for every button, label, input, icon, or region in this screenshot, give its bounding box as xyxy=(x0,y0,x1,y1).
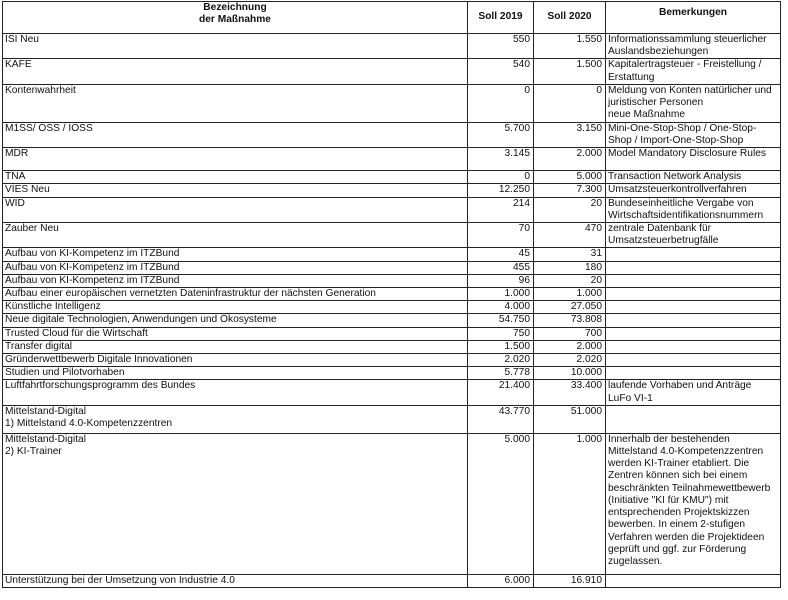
soll-2019-cell: 12.250 xyxy=(468,184,534,197)
remarks-line: (Initiative "KI für KMU") mit xyxy=(608,494,729,506)
header-soll-2019: Soll 2019 xyxy=(468,2,534,34)
table-row xyxy=(3,223,781,248)
remarks-line: Transaction Network Analysis xyxy=(608,171,742,183)
measure-name-line: Gründerwettbewerb Digitale Innovationen xyxy=(5,354,193,366)
table-row xyxy=(3,248,781,261)
table-row xyxy=(3,274,781,287)
budget-table xyxy=(2,1,781,588)
soll-2019-cell: 6.000 xyxy=(468,574,534,587)
soll-2019-cell: 45 xyxy=(468,248,534,261)
remarks-line: Verfahren werden die Projektideen xyxy=(608,531,765,543)
soll-2020-cell: 73.808 xyxy=(534,314,606,327)
soll-2020-cell: 1.000 xyxy=(534,288,606,301)
measure-cell xyxy=(3,122,468,147)
measure-cell xyxy=(3,59,468,84)
soll-2019-cell: 3.145 xyxy=(468,148,534,171)
table-row xyxy=(3,327,781,340)
header-row xyxy=(3,2,781,34)
remarks-line: juristischer Personen xyxy=(608,97,704,109)
measure-cell xyxy=(3,288,468,301)
measure-cell xyxy=(3,148,468,171)
soll-2019-cell: 550 xyxy=(468,34,534,59)
remarks-line: Erstattung xyxy=(608,71,655,83)
soll-2020-cell: 2.000 xyxy=(534,340,606,353)
measure-name-line: Transfer digital xyxy=(5,340,72,352)
table-row xyxy=(3,574,781,587)
measure-name-line: Trusted Cloud für die Wirtschaft xyxy=(5,327,148,339)
soll-2019-cell: 1.000 xyxy=(468,288,534,301)
header-remarks: Bemerkungen xyxy=(606,2,781,34)
soll-2019-cell: 0 xyxy=(468,171,534,184)
measure-cell xyxy=(3,223,468,248)
soll-2020-cell: 33.400 xyxy=(534,380,606,405)
soll-2019-cell: 5.778 xyxy=(468,367,534,380)
remarks-cell xyxy=(606,274,781,287)
measure-name-line: Kontenwahrheit xyxy=(5,84,76,96)
measure-cell xyxy=(3,301,468,314)
soll-2020-cell: 16.910 xyxy=(534,574,606,587)
soll-2019-cell: 96 xyxy=(468,274,534,287)
soll-2019-cell: 455 xyxy=(468,261,534,274)
measure-cell xyxy=(3,340,468,353)
measure-cell xyxy=(3,197,468,222)
measure-name-line: 2) KI-Trainer xyxy=(5,446,62,458)
table-row xyxy=(3,261,781,274)
remarks-line: Umsatzsteuerbetrugfälle xyxy=(608,235,719,247)
measure-name-line: M1SS/ OSS / IOSS xyxy=(5,122,93,134)
remarks-cell xyxy=(606,148,781,171)
measure-name-line: Aufbau von KI-Kompetenz im ITZBund xyxy=(5,261,180,273)
table-row xyxy=(3,354,781,367)
table-row xyxy=(3,433,781,574)
soll-2020-cell: 470 xyxy=(534,223,606,248)
soll-2020-cell: 20 xyxy=(534,197,606,222)
soll-2019-cell: 750 xyxy=(468,327,534,340)
measure-name-line: MDR xyxy=(5,148,29,160)
measure-name-line: Luftfahrtforschungsprogramm des Bundes xyxy=(5,380,196,392)
remarks-line: Model Mandatory Disclosure Rules xyxy=(608,148,766,160)
measure-name-line: Aufbau von KI-Kompetenz im ITZBund xyxy=(5,248,180,260)
measure-cell xyxy=(3,380,468,405)
remarks-line: Informationssammlung steuerlicher xyxy=(608,34,767,45)
remarks-line: Meldung von Konten natürlicher und xyxy=(608,84,772,96)
remarks-cell xyxy=(606,367,781,380)
soll-2019-cell: 5.700 xyxy=(468,122,534,147)
remarks-line: Innerhalb der bestehenden xyxy=(608,433,730,445)
table-row xyxy=(3,184,781,197)
soll-2020-cell: 3.150 xyxy=(534,122,606,147)
remarks-line: zentrale Datenbank für xyxy=(608,223,712,235)
remarks-line: geprüft und ggf. zur Förderung xyxy=(608,543,747,555)
header-measure-line2: der Maßnahme xyxy=(199,14,271,26)
measure-name-line: VIES Neu xyxy=(5,184,50,196)
measure-cell xyxy=(3,261,468,274)
table-row xyxy=(3,59,781,84)
remarks-cell xyxy=(606,380,781,405)
measure-name-line: Aufbau von KI-Kompetenz im ITZBund xyxy=(5,274,180,286)
measure-name-line: Künstliche Intelligenz xyxy=(5,301,101,313)
soll-2020-cell: 2.020 xyxy=(534,354,606,367)
soll-2020-cell: 1.500 xyxy=(534,59,606,84)
remarks-line: neue Maßnahme xyxy=(608,109,686,121)
measure-cell xyxy=(3,574,468,587)
remarks-cell xyxy=(606,171,781,184)
measure-cell xyxy=(3,248,468,261)
table-body xyxy=(3,34,781,588)
remarks-cell xyxy=(606,327,781,340)
measure-name-line: ISI Neu xyxy=(5,34,39,45)
measure-cell xyxy=(3,354,468,367)
header-measure xyxy=(3,2,468,34)
remarks-line: Bundeseinheitliche Vergabe von xyxy=(608,197,754,209)
soll-2019-cell: 21.400 xyxy=(468,380,534,405)
remarks-line: Umsatzsteuerkontrollverfahren xyxy=(608,184,747,196)
measure-name-line: Aufbau einer europäischen vernetzten Dateninfrastruktur der nächsten Generation xyxy=(5,288,376,300)
measure-cell xyxy=(3,171,468,184)
soll-2019-cell: 43.770 xyxy=(468,405,534,433)
soll-2020-cell: 10.000 xyxy=(534,367,606,380)
table-row xyxy=(3,148,781,171)
soll-2019-cell: 1.500 xyxy=(468,340,534,353)
remarks-line: zugelassen. xyxy=(608,555,663,567)
measure-cell xyxy=(3,184,468,197)
measure-name-line: Neue digitale Technologien, Anwendungen und Ökosysteme xyxy=(5,314,277,326)
measure-name-line: Mittelstand-Digital xyxy=(5,405,86,417)
table-row xyxy=(3,340,781,353)
remarks-cell xyxy=(606,122,781,147)
measure-cell xyxy=(3,34,468,59)
measure-cell xyxy=(3,274,468,287)
remarks-cell xyxy=(606,354,781,367)
remarks-cell xyxy=(606,248,781,261)
remarks-cell xyxy=(606,261,781,274)
soll-2020-cell: 51.000 xyxy=(534,405,606,433)
remarks-cell xyxy=(606,314,781,327)
remarks-line: laufende Vorhaben und Anträge xyxy=(608,380,752,392)
measure-cell xyxy=(3,367,468,380)
remarks-cell xyxy=(606,574,781,587)
remarks-cell xyxy=(606,301,781,314)
measure-name-line: Studien und Pilotvorhaben xyxy=(5,367,125,379)
table-row xyxy=(3,405,781,433)
soll-2019-cell: 2.020 xyxy=(468,354,534,367)
table-row xyxy=(3,84,781,122)
measure-cell xyxy=(3,405,468,433)
header-measure-line1: Bezeichnung xyxy=(203,2,267,13)
remarks-cell xyxy=(606,197,781,222)
table-row xyxy=(3,171,781,184)
measure-name-line: Mittelstand-Digital xyxy=(5,433,86,445)
measure-cell xyxy=(3,314,468,327)
table-row xyxy=(3,122,781,147)
remarks-line: beschränkten Teilnahmewettbewerb xyxy=(608,482,771,494)
table-row xyxy=(3,380,781,405)
remarks-cell xyxy=(606,84,781,122)
measure-name-line: 1) Mittelstand 4.0-Kompetenzzentren xyxy=(5,418,173,430)
measure-cell xyxy=(3,84,468,122)
table-row xyxy=(3,314,781,327)
table-row xyxy=(3,288,781,301)
soll-2020-cell: 2.000 xyxy=(534,148,606,171)
remarks-line: Shop / Import-One-Stop-Shop xyxy=(608,135,744,147)
soll-2019-cell: 70 xyxy=(468,223,534,248)
soll-2020-cell: 180 xyxy=(534,261,606,274)
remarks-cell xyxy=(606,184,781,197)
soll-2020-cell: 31 xyxy=(534,248,606,261)
soll-2019-cell: 0 xyxy=(468,84,534,122)
soll-2020-cell: 1.550 xyxy=(534,34,606,59)
measure-cell xyxy=(3,327,468,340)
remarks-line: Auslandsbeziehungen xyxy=(608,46,709,58)
remarks-cell xyxy=(606,433,781,574)
remarks-line: Zentren können sich bei einem xyxy=(608,470,748,482)
remarks-cell xyxy=(606,340,781,353)
remarks-cell xyxy=(606,34,781,59)
remarks-line: Mittelstand 4.0-Kompetenzzentren xyxy=(608,446,764,458)
soll-2019-cell: 54.750 xyxy=(468,314,534,327)
soll-2020-cell: 700 xyxy=(534,327,606,340)
remarks-line: LuFo VI-1 xyxy=(608,392,653,404)
header-soll-2020: Soll 2020 xyxy=(534,2,606,34)
remarks-cell xyxy=(606,59,781,84)
soll-2019-cell: 5.000 xyxy=(468,433,534,574)
measure-name-line: Zauber Neu xyxy=(5,223,59,235)
soll-2019-cell: 4.000 xyxy=(468,301,534,314)
measure-cell xyxy=(3,433,468,574)
soll-2020-cell: 0 xyxy=(534,84,606,122)
remarks-cell xyxy=(606,405,781,433)
measure-name-line: Unterstützung bei der Umsetzung von Industrie 4.0 xyxy=(5,574,235,586)
soll-2020-cell: 20 xyxy=(534,274,606,287)
remarks-line: Kapitalertragsteuer - Freistellung / xyxy=(608,59,762,71)
remarks-line: werden KI-Trainer etabliert. Die xyxy=(608,458,750,470)
table-row xyxy=(3,301,781,314)
soll-2020-cell: 7.300 xyxy=(534,184,606,197)
remarks-line: Mini-One-Stop-Shop / One-Stop- xyxy=(608,122,757,134)
remarks-line: Wirtschaftsidentifikationsnummern xyxy=(608,209,764,221)
table-row xyxy=(3,367,781,380)
soll-2019-cell: 540 xyxy=(468,59,534,84)
measure-name-line: WID xyxy=(5,197,25,209)
table-row xyxy=(3,34,781,59)
soll-2019-cell: 214 xyxy=(468,197,534,222)
soll-2020-cell: 1.000 xyxy=(534,433,606,574)
remarks-cell xyxy=(606,223,781,248)
measure-name-line: KAFE xyxy=(5,59,32,71)
soll-2020-cell: 5.000 xyxy=(534,171,606,184)
soll-2020-cell: 27.050 xyxy=(534,301,606,314)
measure-name-line: TNA xyxy=(5,171,26,183)
remarks-cell xyxy=(606,288,781,301)
table-row xyxy=(3,197,781,222)
remarks-line: bewerben. In einem 2-stufigen xyxy=(608,519,746,531)
remarks-line: entsprechenden Projektskizzen xyxy=(608,507,750,519)
